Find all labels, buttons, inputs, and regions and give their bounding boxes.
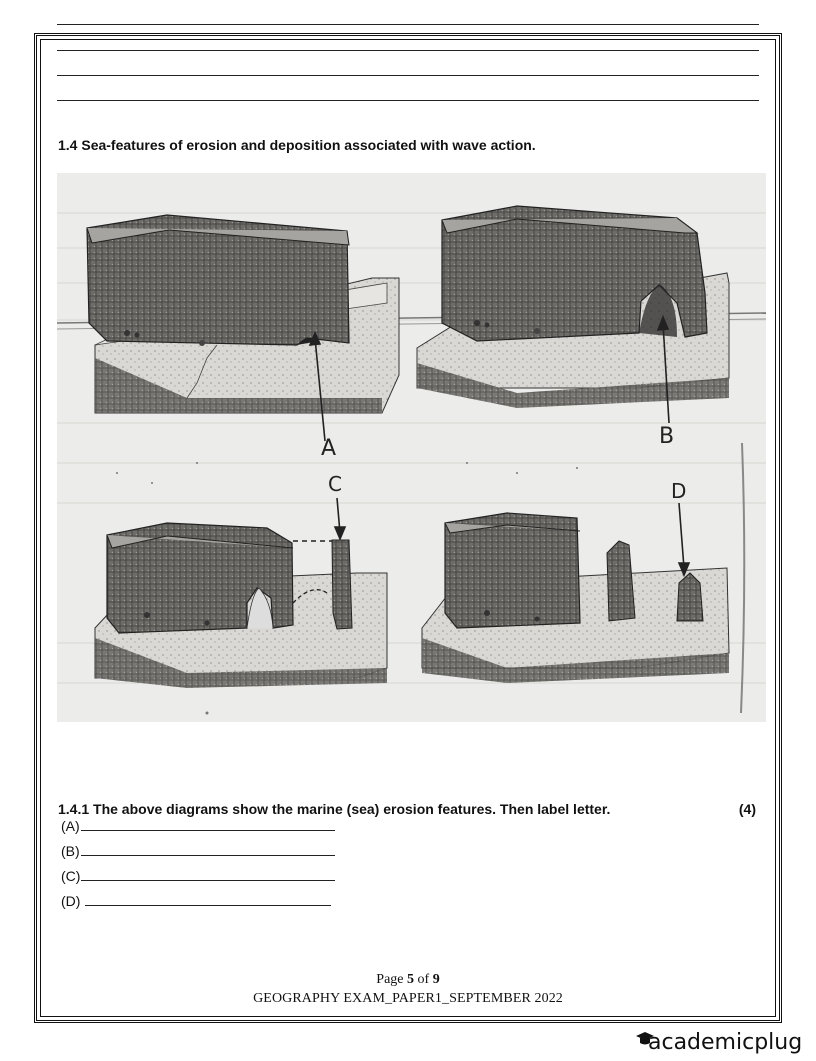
answer-b[interactable] [61, 843, 335, 859]
answer-d[interactable] [61, 893, 331, 909]
page-number [0, 972, 816, 988]
label-letter-c: C [328, 472, 342, 496]
answer-prefix: (C) [61, 868, 81, 884]
exam-title: GEOGRAPHY EXAM_PAPER1_SEPTEMBER 2022 [253, 991, 563, 1006]
diagram-sea-stack-forming [95, 523, 387, 688]
page-total: 9 [432, 972, 440, 987]
page-of: of [414, 972, 433, 987]
answer-prefix: (B) [61, 843, 80, 859]
answer-c[interactable] [61, 868, 335, 884]
diagram-sea-stump [422, 513, 729, 683]
sub-question-text: 1.4.1 The above diagrams show the marine (sea) erosion features. Then label letter. [58, 801, 611, 817]
answer-prefix: (D) [61, 893, 85, 909]
answer-a[interactable] [61, 818, 335, 834]
erosion-features-figure [57, 173, 766, 722]
answer-line-top [57, 24, 759, 25]
answer-blank[interactable] [81, 818, 335, 831]
page-prefix: Page [376, 972, 408, 987]
label-letter-b: B [659, 424, 675, 449]
answer-line [57, 50, 759, 51]
diagram-sea-arch [417, 206, 729, 408]
answer-blank[interactable] [81, 868, 335, 881]
watermark-text: academicplug [648, 1030, 803, 1055]
academicplug-watermark [636, 1026, 806, 1056]
answer-blank[interactable] [81, 843, 335, 856]
label-letter-a: A [321, 436, 337, 461]
label-letter-d: D [671, 479, 687, 503]
erosion-diagram [57, 173, 766, 722]
question-title: 1.4 Sea-features of erosion and deposition associated with wave action. [58, 137, 536, 153]
academicplug-logo [636, 1026, 806, 1056]
answer-line [57, 75, 759, 76]
diagram-wave-cut-notch [87, 215, 399, 413]
page-current: 5 [407, 972, 415, 987]
answer-prefix: (A) [61, 818, 80, 834]
answer-blank[interactable] [85, 893, 331, 906]
answer-line [57, 100, 759, 101]
marks-allocation: (4) [738, 801, 756, 817]
sub-question [58, 801, 758, 817]
